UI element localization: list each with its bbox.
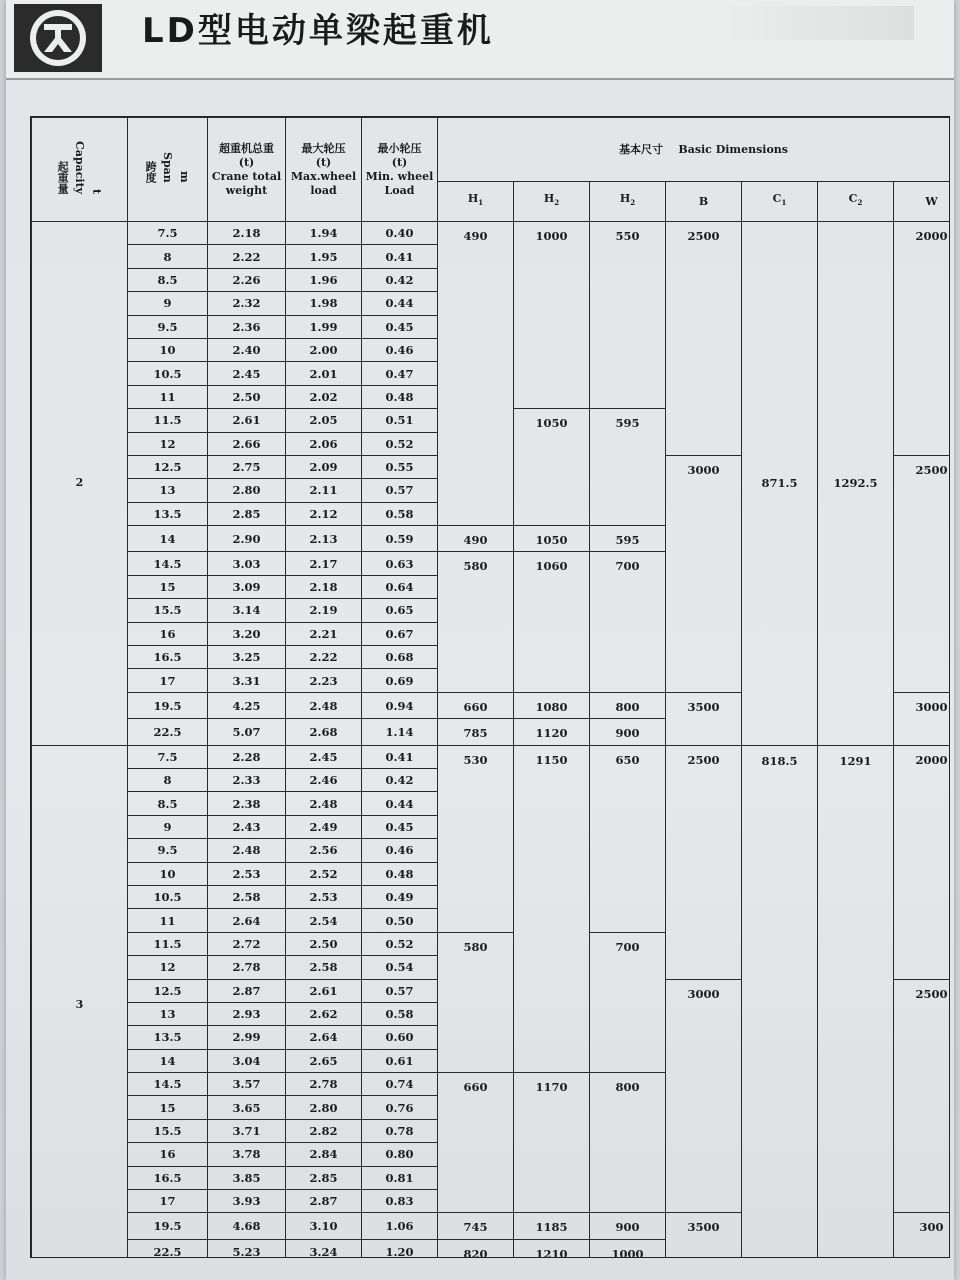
span-cell: 12.5 (128, 455, 208, 478)
max-load-cell: 2.23 (286, 669, 362, 692)
span-cell: 9 (128, 292, 208, 315)
dim-h1-cell: 580 (438, 552, 514, 692)
span-cell: 11 (128, 909, 208, 932)
min-load-cell: 0.42 (362, 768, 438, 791)
weight-cell: 4.68 (208, 1213, 286, 1239)
dim-h1-cell: 490 (438, 526, 514, 552)
capacity-cell: 3 (32, 745, 128, 1258)
header-max-load-en1: Max.wheel (290, 169, 357, 183)
header-h3: $H_2$ (590, 182, 666, 222)
dim-h3-cell: 700 (590, 932, 666, 1072)
min-load-cell: 0.59 (362, 526, 438, 552)
weight-cell: 3.71 (208, 1119, 286, 1142)
weight-cell: 3.31 (208, 669, 286, 692)
max-load-cell: 2.87 (286, 1190, 362, 1213)
max-load-cell: 2.05 (286, 409, 362, 432)
dim-w-cell: 2500 (894, 979, 951, 1213)
weight-cell: 3.25 (208, 646, 286, 669)
dim-h3-cell: 900 (590, 1213, 666, 1239)
dim-h3-cell: 800 (590, 692, 666, 718)
weight-cell: 2.99 (208, 1026, 286, 1049)
table-row (32, 222, 951, 245)
min-load-cell: 0.76 (362, 1096, 438, 1119)
min-load-cell: 0.74 (362, 1073, 438, 1096)
header-capacity-cn: 起重量 (56, 161, 70, 195)
min-load-cell: 0.65 (362, 599, 438, 622)
weight-cell: 2.43 (208, 815, 286, 838)
dim-h2-cell: 1210 (514, 1239, 590, 1258)
dim-h3-cell: 800 (590, 1073, 666, 1213)
dim-h2-cell: 1150 (514, 745, 590, 1072)
max-load-cell: 2.54 (286, 909, 362, 932)
span-cell: 12 (128, 956, 208, 979)
dim-h2-cell: 1080 (514, 692, 590, 718)
dim-h1-cell: 820 (438, 1239, 514, 1258)
weight-cell: 2.38 (208, 792, 286, 815)
weight-cell: 2.58 (208, 885, 286, 908)
min-load-cell: 0.63 (362, 552, 438, 575)
max-load-cell: 2.78 (286, 1073, 362, 1096)
weight-cell: 2.26 (208, 268, 286, 291)
weight-cell: 3.65 (208, 1096, 286, 1119)
capacity-cell: 2 (32, 222, 128, 746)
dim-b-cell: 3000 (666, 455, 742, 692)
weight-cell: 2.72 (208, 932, 286, 955)
span-cell: 13.5 (128, 502, 208, 525)
page-title: LD型电动单梁起重机 (142, 11, 494, 51)
min-load-cell: 0.44 (362, 792, 438, 815)
header-min-load (362, 118, 438, 222)
dim-h1-cell: 490 (438, 222, 514, 526)
weight-cell: 3.09 (208, 575, 286, 598)
header-weight-unit: (t) (238, 155, 255, 169)
dim-h2-cell: 1060 (514, 552, 590, 692)
min-load-cell: 0.52 (362, 932, 438, 955)
span-cell: 12 (128, 432, 208, 455)
header-weight (208, 118, 286, 222)
span-cell: 14.5 (128, 552, 208, 575)
dim-w-cell: 2000 (894, 222, 951, 456)
spec-table-frame (30, 116, 950, 1258)
header-h2: $H_2$ (514, 182, 590, 222)
min-load-cell: 0.67 (362, 622, 438, 645)
span-cell: 8.5 (128, 792, 208, 815)
span-cell: 10.5 (128, 362, 208, 385)
max-load-cell: 2.12 (286, 502, 362, 525)
max-load-cell: 2.48 (286, 792, 362, 815)
max-load-cell: 2.84 (286, 1143, 362, 1166)
dim-h1-cell: 660 (438, 692, 514, 718)
span-cell: 9 (128, 815, 208, 838)
min-load-cell: 0.58 (362, 502, 438, 525)
max-load-cell: 2.09 (286, 455, 362, 478)
dim-h1-cell: 530 (438, 745, 514, 932)
max-load-cell: 1.95 (286, 245, 362, 268)
weight-cell: 2.93 (208, 1002, 286, 1025)
weight-cell: 5.23 (208, 1239, 286, 1258)
min-load-cell: 0.78 (362, 1119, 438, 1142)
span-cell: 8.5 (128, 268, 208, 291)
min-load-cell: 0.57 (362, 979, 438, 1002)
header-span-en: Span (161, 152, 174, 183)
min-load-cell: 0.50 (362, 909, 438, 932)
weight-cell: 3.78 (208, 1143, 286, 1166)
span-cell: 14 (128, 1049, 208, 1072)
dim-h3-cell: 650 (590, 745, 666, 932)
max-load-cell: 2.06 (286, 432, 362, 455)
span-cell: 9.5 (128, 839, 208, 862)
span-cell: 15.5 (128, 1119, 208, 1142)
weight-cell: 2.61 (208, 409, 286, 432)
page-header (6, 0, 954, 80)
min-load-cell: 0.60 (362, 1026, 438, 1049)
min-load-cell: 0.47 (362, 362, 438, 385)
dim-c2-cell: 1292.5 (818, 222, 894, 746)
header-span (128, 118, 208, 222)
weight-cell: 3.57 (208, 1073, 286, 1096)
max-load-cell: 1.99 (286, 315, 362, 338)
header-max-load-unit: (t) (315, 155, 332, 169)
header-min-load-cn: 最小轮压 (377, 141, 422, 155)
max-load-cell: 2.13 (286, 526, 362, 552)
span-cell: 19.5 (128, 1213, 208, 1239)
max-load-cell: 2.58 (286, 956, 362, 979)
min-load-cell: 0.55 (362, 455, 438, 478)
min-load-cell: 0.42 (362, 268, 438, 291)
header-min-load-en2: Load (384, 183, 415, 197)
dim-h3-cell: 550 (590, 222, 666, 409)
min-load-cell: 0.61 (362, 1049, 438, 1072)
header-max-load-cn: 最大轮压 (301, 141, 346, 155)
weight-cell: 2.45 (208, 362, 286, 385)
span-cell: 13 (128, 479, 208, 502)
company-logo-icon (14, 4, 102, 72)
min-load-cell: 0.94 (362, 692, 438, 718)
span-cell: 10.5 (128, 885, 208, 908)
dim-h3-cell: 900 (590, 719, 666, 745)
dim-h2-cell: 1170 (514, 1073, 590, 1213)
min-load-cell: 0.46 (362, 839, 438, 862)
header-capacity-en: Capacity (73, 140, 86, 195)
min-load-cell: 0.41 (362, 745, 438, 768)
weight-cell: 2.48 (208, 839, 286, 862)
dim-c1-cell: 818.5 (742, 745, 818, 1258)
min-load-cell: 1.06 (362, 1213, 438, 1239)
dim-b-cell: 3500 (666, 692, 742, 745)
max-load-cell: 2.65 (286, 1049, 362, 1072)
span-cell: 7.5 (128, 222, 208, 245)
header-weight-en1: Crane total (211, 169, 282, 183)
weight-cell: 2.87 (208, 979, 286, 1002)
dim-w-cell: 300 (894, 1213, 951, 1258)
dim-b-cell: 2500 (666, 745, 742, 979)
max-load-cell: 2.62 (286, 1002, 362, 1025)
weight-cell: 2.22 (208, 245, 286, 268)
max-load-cell: 2.61 (286, 979, 362, 1002)
span-cell: 22.5 (128, 1239, 208, 1258)
dim-b-cell: 3000 (666, 979, 742, 1213)
max-load-cell: 2.85 (286, 1166, 362, 1189)
min-load-cell: 0.54 (362, 956, 438, 979)
max-load-cell: 2.17 (286, 552, 362, 575)
header-b: B (666, 182, 742, 222)
weight-cell: 2.53 (208, 862, 286, 885)
max-load-cell: 2.53 (286, 885, 362, 908)
weight-cell: 2.64 (208, 909, 286, 932)
weight-cell: 3.14 (208, 599, 286, 622)
header-bleed (714, 6, 914, 40)
weight-cell: 2.75 (208, 455, 286, 478)
span-cell: 13 (128, 1002, 208, 1025)
min-load-cell: 0.48 (362, 385, 438, 408)
span-cell: 13.5 (128, 1026, 208, 1049)
min-load-cell: 0.44 (362, 292, 438, 315)
max-load-cell: 2.56 (286, 839, 362, 862)
weight-cell: 3.93 (208, 1190, 286, 1213)
min-load-cell: 0.52 (362, 432, 438, 455)
span-cell: 17 (128, 669, 208, 692)
header-c2: $C_2$ (818, 182, 894, 222)
weight-cell: 2.85 (208, 502, 286, 525)
weight-cell: 3.04 (208, 1049, 286, 1072)
span-cell: 12.5 (128, 979, 208, 1002)
header-basic-dimensions (438, 118, 951, 182)
header-max-load (286, 118, 362, 222)
weight-cell: 2.90 (208, 526, 286, 552)
dim-h2-cell: 1050 (514, 409, 590, 526)
min-load-cell: 0.58 (362, 1002, 438, 1025)
crane-spec-table (31, 117, 950, 1258)
min-load-cell: 0.46 (362, 338, 438, 361)
span-cell: 16 (128, 1143, 208, 1166)
span-cell: 11.5 (128, 409, 208, 432)
dim-w-cell: 3000 (894, 692, 951, 745)
dim-b-cell: 2500 (666, 222, 742, 456)
catalog-page (6, 0, 954, 1280)
min-load-cell: 1.20 (362, 1239, 438, 1258)
min-load-cell: 0.83 (362, 1190, 438, 1213)
span-cell: 10 (128, 862, 208, 885)
header-capacity (32, 118, 128, 222)
max-load-cell: 2.18 (286, 575, 362, 598)
max-load-cell: 2.68 (286, 719, 362, 745)
dim-w-cell: 2000 (894, 745, 951, 979)
max-load-cell: 2.02 (286, 385, 362, 408)
max-load-cell: 2.00 (286, 338, 362, 361)
dim-c2-cell: 1291 (818, 745, 894, 1258)
span-cell: 14.5 (128, 1073, 208, 1096)
span-cell: 15 (128, 575, 208, 598)
weight-cell: 4.25 (208, 692, 286, 718)
header-w: W (894, 182, 951, 222)
weight-cell: 2.80 (208, 479, 286, 502)
header-dims-en: Basic Dimensions (678, 142, 788, 156)
max-load-cell: 2.52 (286, 862, 362, 885)
dim-h1-cell: 580 (438, 932, 514, 1072)
span-cell: 11 (128, 385, 208, 408)
max-load-cell: 2.21 (286, 622, 362, 645)
min-load-cell: 0.45 (362, 815, 438, 838)
span-cell: 19.5 (128, 692, 208, 718)
max-load-cell: 2.45 (286, 745, 362, 768)
weight-cell: 2.66 (208, 432, 286, 455)
min-load-cell: 0.57 (362, 479, 438, 502)
max-load-cell: 1.96 (286, 268, 362, 291)
weight-cell: 2.32 (208, 292, 286, 315)
min-load-cell: 0.64 (362, 575, 438, 598)
weight-cell: 3.03 (208, 552, 286, 575)
span-cell: 17 (128, 1190, 208, 1213)
dim-h2-cell: 1185 (514, 1213, 590, 1239)
weight-cell: 2.28 (208, 745, 286, 768)
max-load-cell: 2.80 (286, 1096, 362, 1119)
span-cell: 15.5 (128, 599, 208, 622)
min-load-cell: 0.41 (362, 245, 438, 268)
weight-cell: 5.07 (208, 719, 286, 745)
span-cell: 8 (128, 245, 208, 268)
weight-cell: 3.20 (208, 622, 286, 645)
header-min-load-unit: (t) (391, 155, 408, 169)
header-c1: $C_1$ (742, 182, 818, 222)
dim-h3-cell: 595 (590, 409, 666, 526)
span-cell: 14 (128, 526, 208, 552)
max-load-cell: 3.24 (286, 1239, 362, 1258)
span-cell: 11.5 (128, 932, 208, 955)
max-load-cell: 2.50 (286, 932, 362, 955)
min-load-cell: 0.68 (362, 646, 438, 669)
min-load-cell: 0.51 (362, 409, 438, 432)
min-load-cell: 0.81 (362, 1166, 438, 1189)
weight-cell: 2.33 (208, 768, 286, 791)
weight-cell: 2.18 (208, 222, 286, 245)
span-cell: 16.5 (128, 1166, 208, 1189)
min-load-cell: 0.69 (362, 669, 438, 692)
max-load-cell: 1.94 (286, 222, 362, 245)
header-span-unit: m (177, 171, 191, 183)
dim-h3-cell: 700 (590, 552, 666, 692)
dim-h1-cell: 785 (438, 719, 514, 745)
min-load-cell: 0.80 (362, 1143, 438, 1166)
min-load-cell: 0.40 (362, 222, 438, 245)
dim-c1-cell: 871.5 (742, 222, 818, 746)
weight-cell: 2.78 (208, 956, 286, 979)
span-cell: 16 (128, 622, 208, 645)
dim-h3-cell: 595 (590, 526, 666, 552)
max-load-cell: 2.22 (286, 646, 362, 669)
dim-h3-cell: 1000 (590, 1239, 666, 1258)
weight-cell: 3.85 (208, 1166, 286, 1189)
header-min-load-en1: Min. wheel (365, 169, 434, 183)
max-load-cell: 2.82 (286, 1119, 362, 1142)
dim-h1-cell: 660 (438, 1073, 514, 1213)
span-cell: 7.5 (128, 745, 208, 768)
max-load-cell: 2.11 (286, 479, 362, 502)
min-load-cell: 0.49 (362, 885, 438, 908)
header-max-load-en2: load (310, 183, 337, 197)
dim-w-cell: 2500 (894, 455, 951, 692)
span-cell: 16.5 (128, 646, 208, 669)
weight-cell: 2.36 (208, 315, 286, 338)
min-load-cell: 0.45 (362, 315, 438, 338)
max-load-cell: 2.01 (286, 362, 362, 385)
table-row (32, 745, 951, 768)
header-weight-cn: 超重机总重 (219, 141, 274, 155)
header-h1: $H_1$ (438, 182, 514, 222)
span-cell: 8 (128, 768, 208, 791)
span-cell: 9.5 (128, 315, 208, 338)
max-load-cell: 3.10 (286, 1213, 362, 1239)
max-load-cell: 2.46 (286, 768, 362, 791)
header-weight-en2: weight (225, 183, 268, 197)
weight-cell: 2.40 (208, 338, 286, 361)
span-cell: 22.5 (128, 719, 208, 745)
max-load-cell: 2.19 (286, 599, 362, 622)
max-load-cell: 2.64 (286, 1026, 362, 1049)
dim-b-cell: 3500 (666, 1213, 742, 1258)
weight-cell: 2.50 (208, 385, 286, 408)
min-load-cell: 0.48 (362, 862, 438, 885)
header-dims-cn: 基本尺寸 (619, 142, 664, 156)
span-cell: 15 (128, 1096, 208, 1119)
min-load-cell: 1.14 (362, 719, 438, 745)
max-load-cell: 1.98 (286, 292, 362, 315)
dim-h2-cell: 1120 (514, 719, 590, 745)
span-cell: 10 (128, 338, 208, 361)
dim-h2-cell: 1050 (514, 526, 590, 552)
dim-h2-cell: 1000 (514, 222, 590, 409)
dim-h1-cell: 745 (438, 1213, 514, 1239)
header-capacity-unit: t (89, 188, 103, 195)
header-span-cn: 跨度 (144, 160, 158, 183)
max-load-cell: 2.49 (286, 815, 362, 838)
max-load-cell: 2.48 (286, 692, 362, 718)
